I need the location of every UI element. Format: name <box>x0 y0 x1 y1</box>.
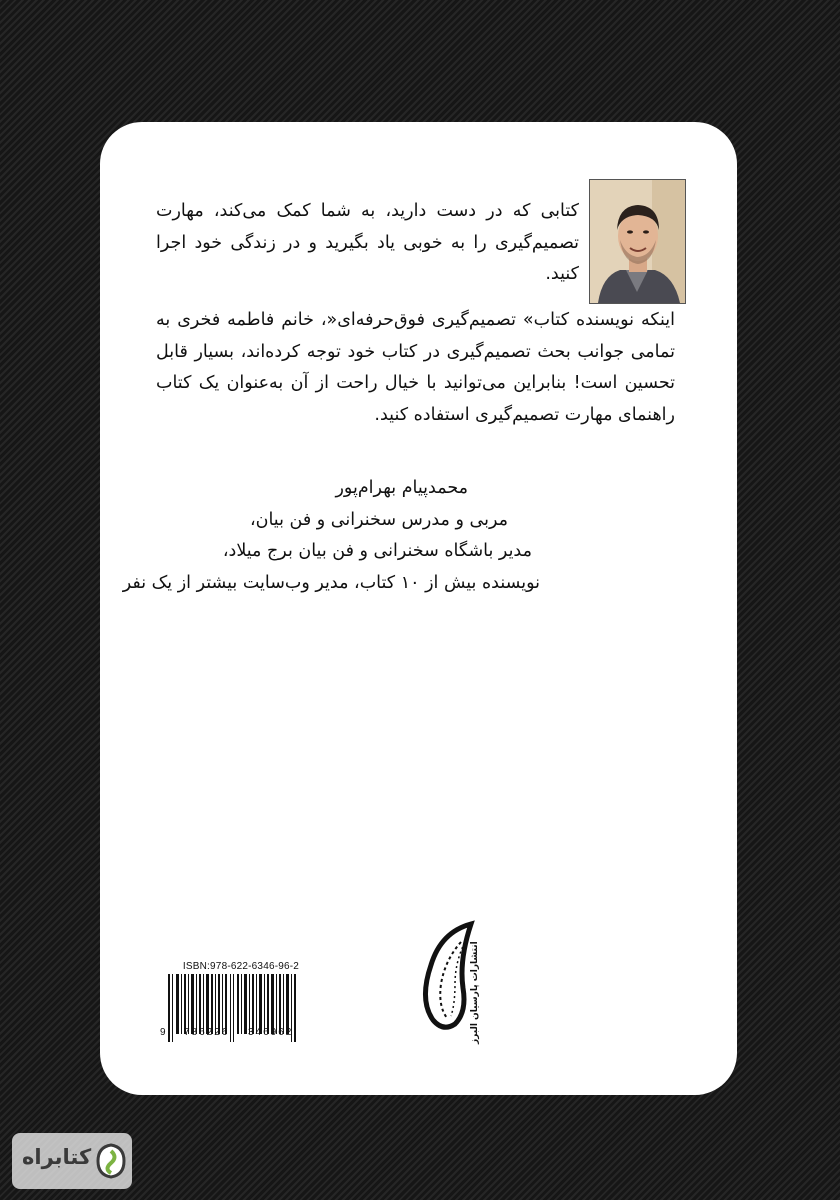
author-signature <box>122 473 540 599</box>
intro-paragraph <box>156 196 579 291</box>
signature-line-2: مدیر باشگاه سخنرانی و فن بیان برج میلاد، <box>222 541 532 561</box>
signature-line-3: نویسنده بیش از ۱۰ کتاب، مدیر وب‌سایت بیشتر از یک نفر <box>122 572 540 593</box>
barcode-digits-left: 786226 <box>184 1027 230 1038</box>
main-text: اینکه نویسنده کتاب» تصمیم‌گیری فوق‌حرفه‌ای«، خانم فاطمه فخری به تمامی جوانب بحث تصمیم‌گیری در کتاب خود توجه کرده‌اند، بسیار قابل تحسین است! بنابراین می‌توانید با خیال راحت از آن به‌عنوان یک کتاب راهنمای مهارت تصمیم‌گیری استفاده کنید. <box>156 310 675 425</box>
barcode-digit-prefix: 9 <box>160 1027 166 1038</box>
back-cover-card <box>100 122 737 1095</box>
publisher-name: انتشارات پارسیان البرز <box>470 941 480 1044</box>
intro-text: کتابی که در دست دارید، به شما کمک می‌کند، مهارت تصمیم‌گیری را به خوبی یاد بگیرید و در زندگی خود اجرا کنید. <box>156 201 579 284</box>
isbn-label: ISBN:978-622-6346-96-2 <box>182 961 300 972</box>
ketabrah-watermark <box>12 1133 132 1189</box>
author-photo <box>589 179 686 304</box>
barcode-digits-right: 346962 <box>248 1027 294 1038</box>
main-paragraph <box>156 305 675 431</box>
ketabrah-logo-icon <box>94 1141 128 1181</box>
watermark-text: کتابراه <box>22 1145 92 1169</box>
signature-line-1: مربی و مدرس سخنرانی و فن بیان، <box>249 509 508 530</box>
signature-name: محمدپیام بهرام‌پور <box>335 478 468 498</box>
